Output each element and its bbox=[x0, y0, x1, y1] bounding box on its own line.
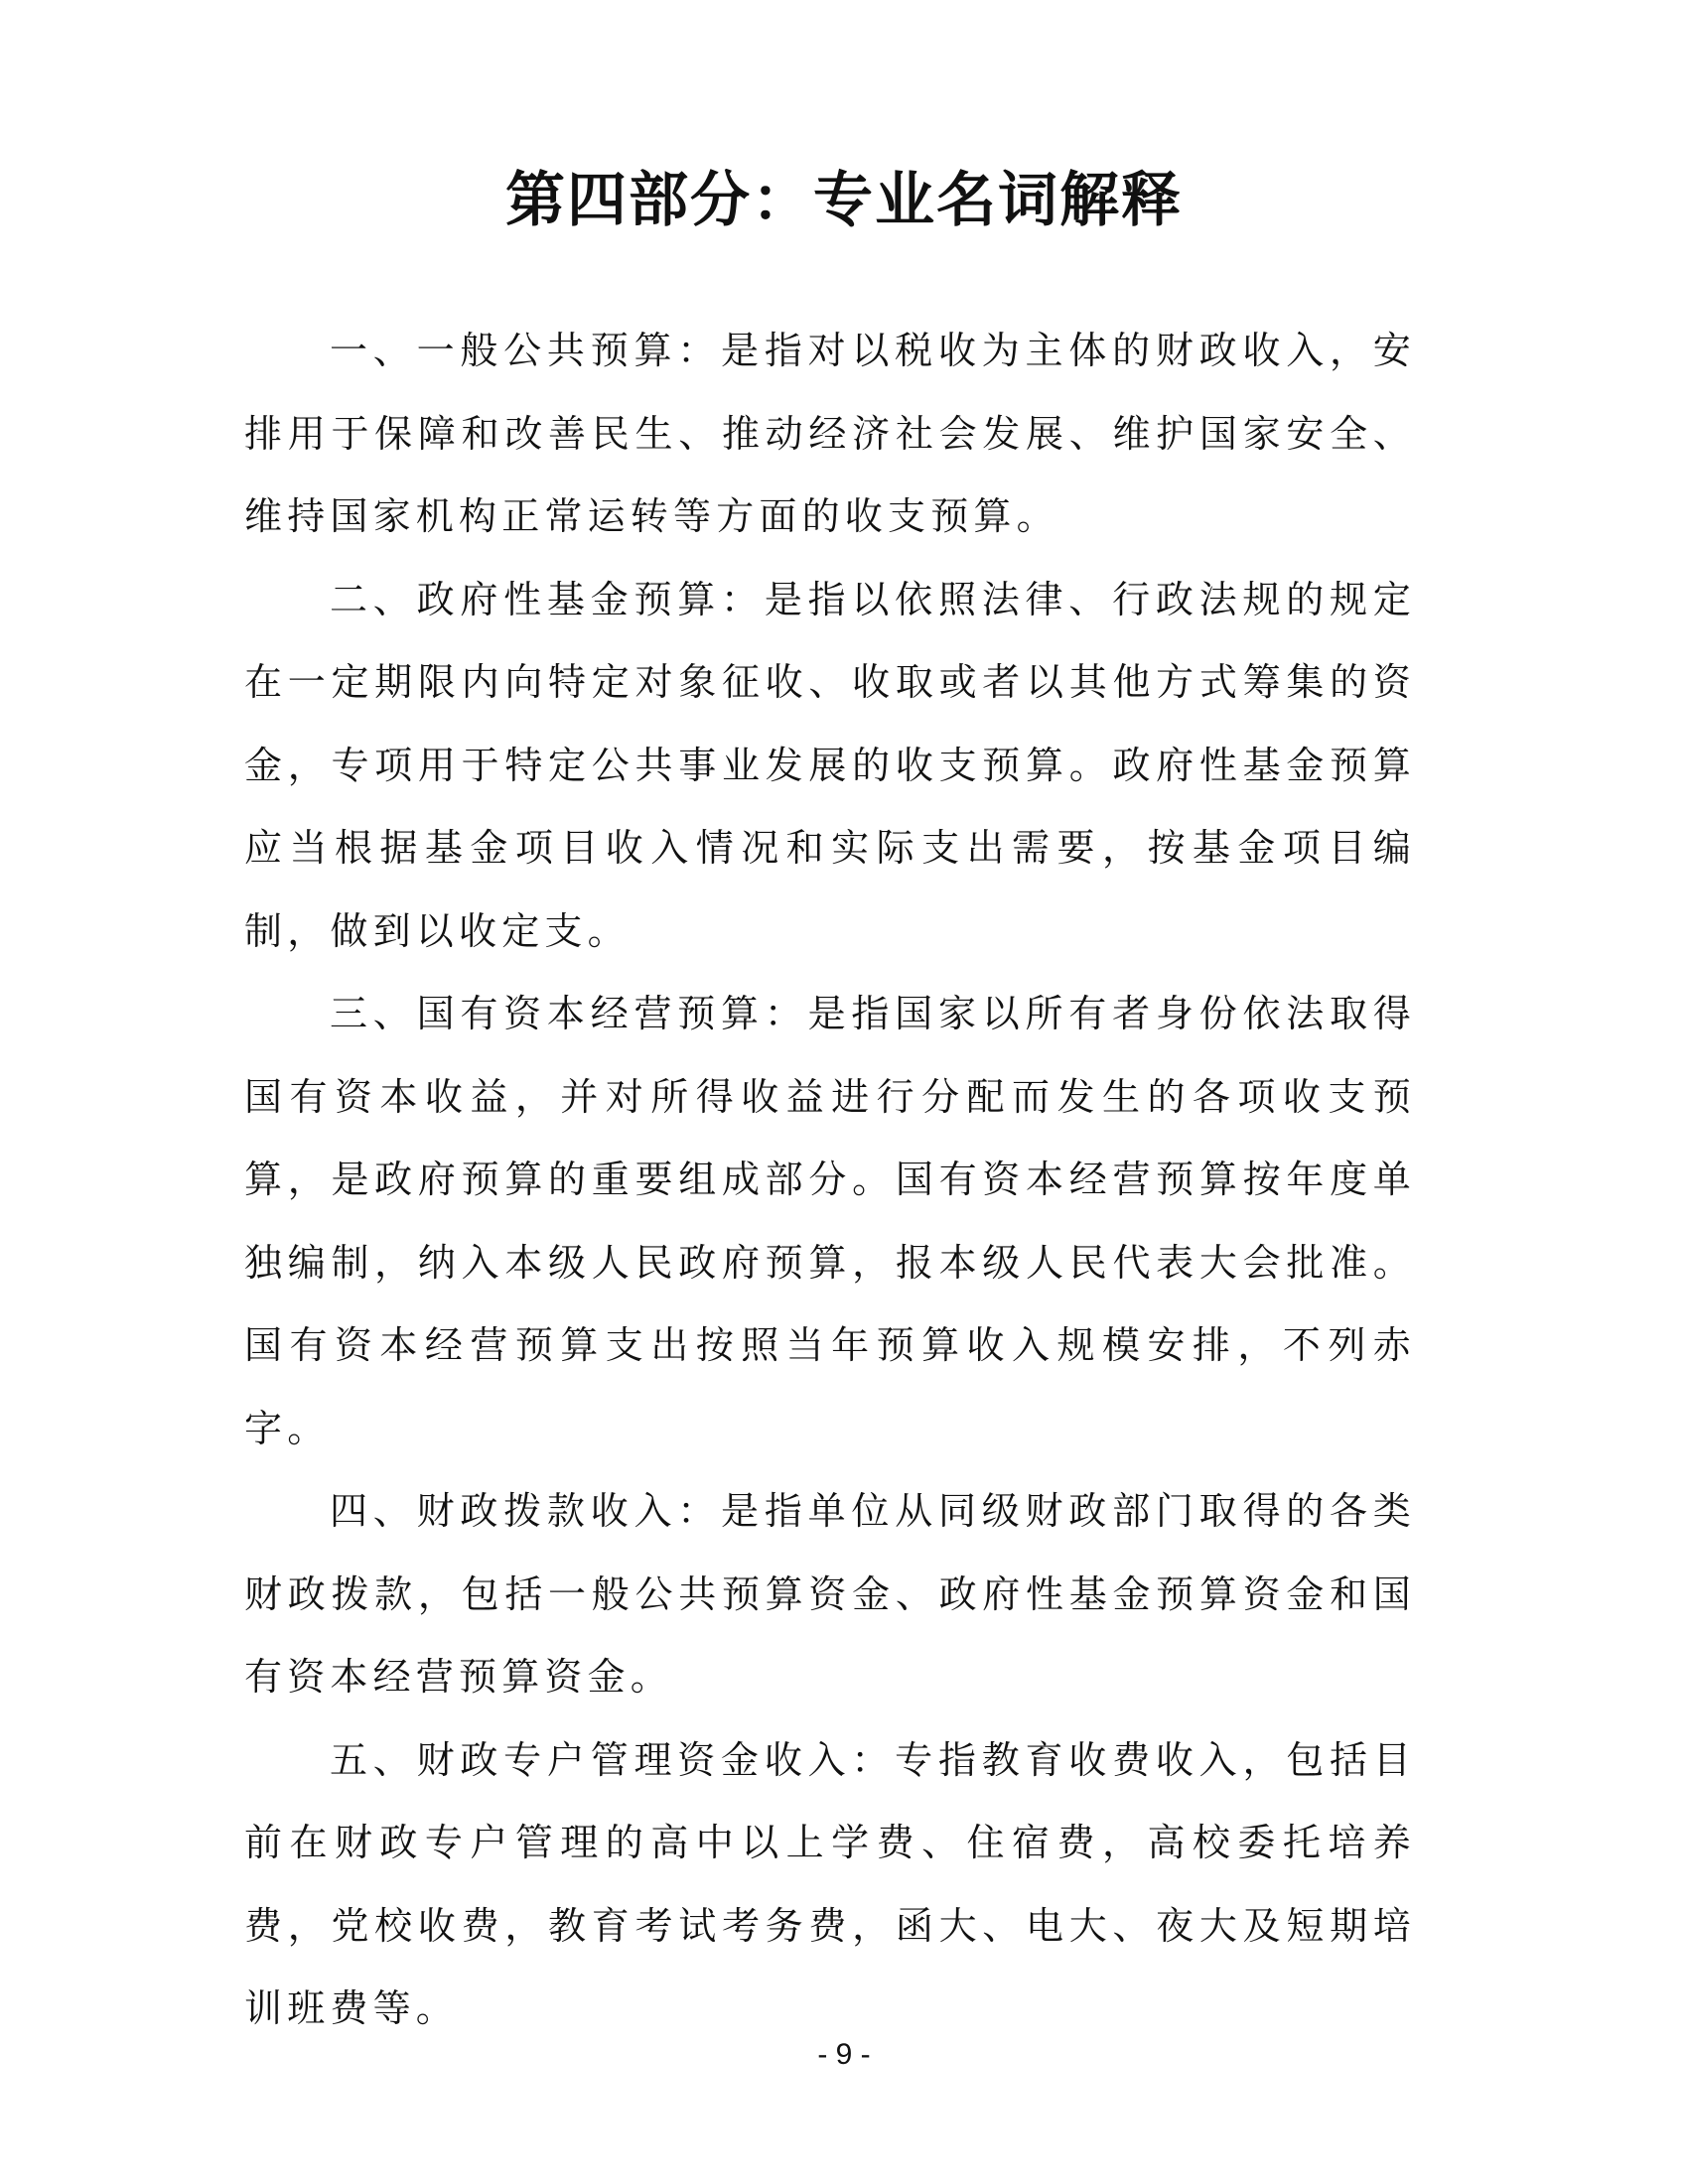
paragraph-general-public-budget: 一、一般公共预算：是指对以税收为主体的财政收入，安排用于保障和改善民生、推动经济社会发展、维护国家安全、维持国家机构正常运转等方面的收支预算。 bbox=[244, 329, 1416, 538]
page-number: - 9 - bbox=[817, 2038, 871, 2071]
paragraph-state-capital-budget: 三、国有资本经营预算：是指国家以所有者身份依法取得国有资本收益，并对所得收益进行分配而发生的各项收支预算，是政府预算的重要组成部分。国有资本经营预算按年度单独编制，纳入本级人民政府预算，报本级人民代表大会批准。国有资本经营预算支出按照当年预算收入规模安排，不列赤字。 bbox=[244, 992, 1416, 1450]
paragraph-government-fund-budget: 二、政府性基金预算：是指以依照法律、行政法规的规定在一定期限内向特定对象征收、收取或者以其他方式筹集的资金，专项用于特定公共事业发展的收支预算。政府性基金预算应当根据基金项目收入情况和实际支出需要，按基金项目编制，做到以收定支。 bbox=[244, 577, 1416, 953]
document-body bbox=[244, 310, 1416, 2051]
paragraph-fiscal-appropriation-income: 四、财政拨款收入：是指单位从同级财政部门取得的各类财政拨款，包括一般公共预算资金、政府性基金预算资金和国有资本经营预算资金。 bbox=[244, 1489, 1416, 1699]
page-title: 第四部分：专业名词解释 bbox=[505, 166, 1183, 235]
paragraph-special-account-income: 五、财政专户管理资金收入：专指教育收费收入，包括目前在财政专户管理的高中以上学费、住宿费，高校委托培养费，党校收费，教育考试考务费，函大、电大、夜大及短期培训班费等。 bbox=[244, 1737, 1416, 2030]
